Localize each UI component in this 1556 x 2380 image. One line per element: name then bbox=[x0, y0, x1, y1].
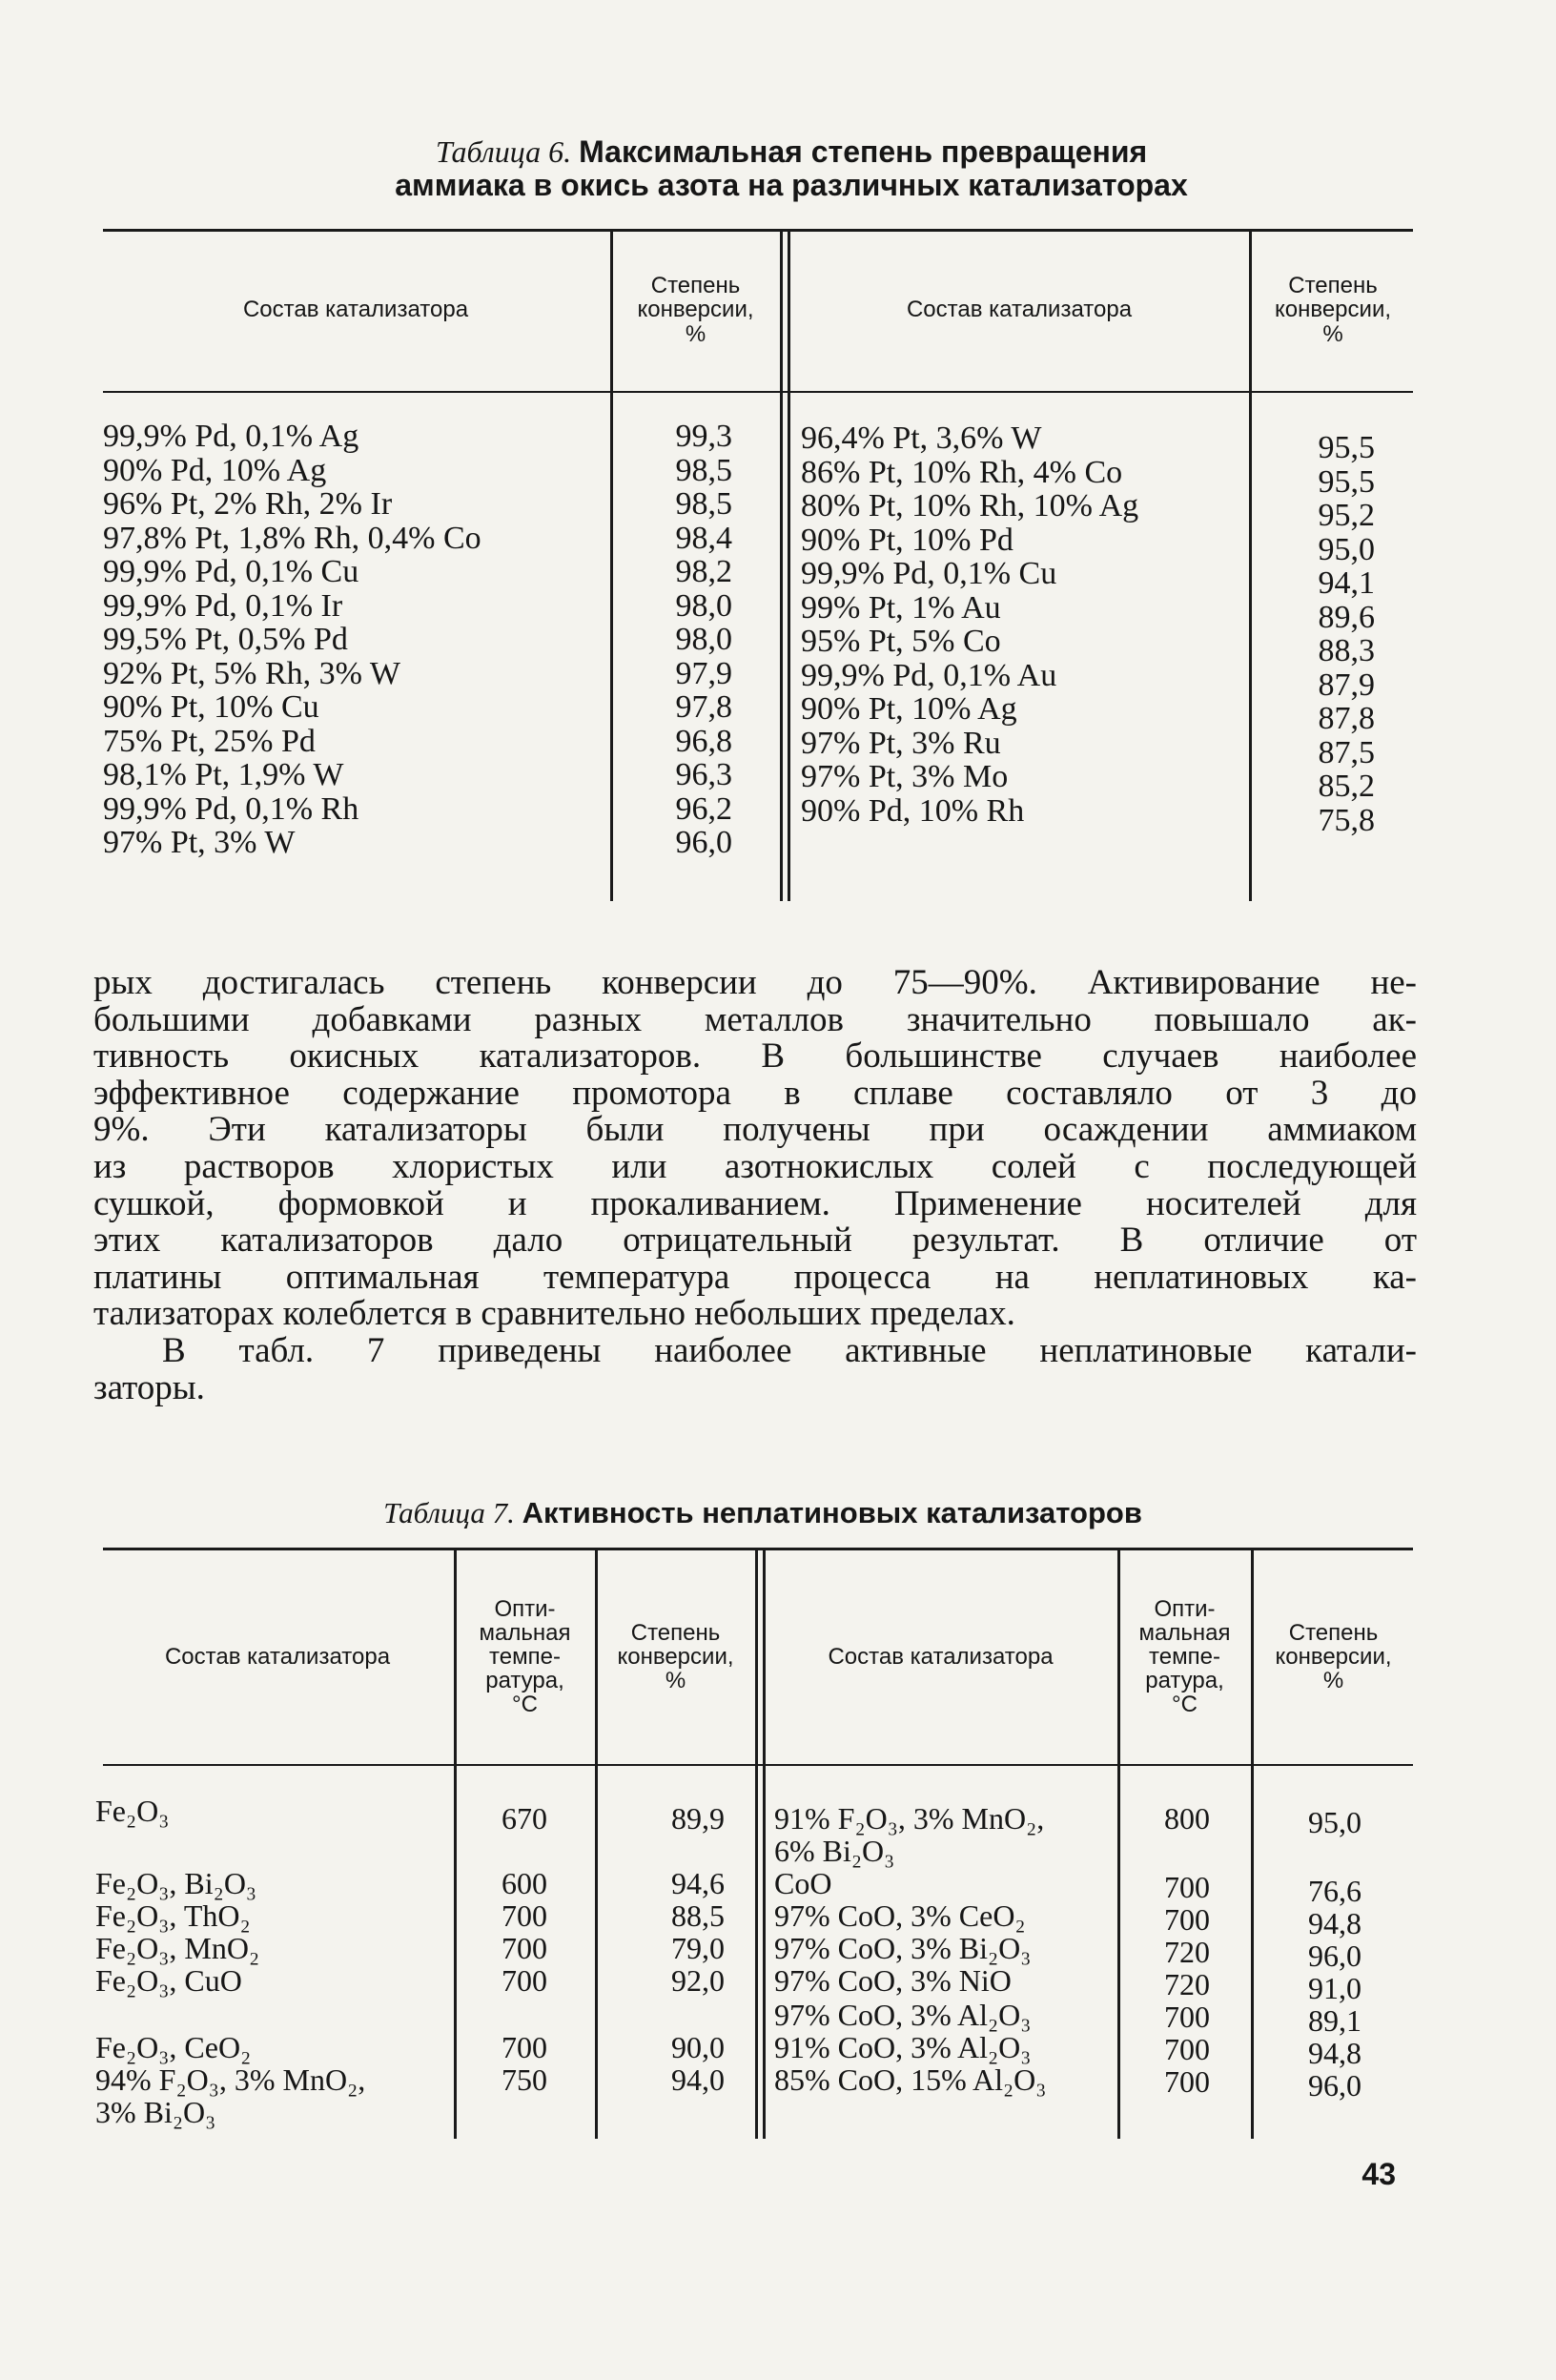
table7-header-composition: Состав катализатора bbox=[828, 1643, 1054, 1670]
table7-caption bbox=[238, 1497, 1287, 1529]
table-cell: 89,6 bbox=[1318, 599, 1375, 635]
table-cell: 94% F₂O₃, 3% MnO₂, bbox=[95, 2062, 366, 2097]
table-cell: 87,9 bbox=[1318, 667, 1375, 703]
table-cell: 96,3 bbox=[675, 757, 732, 792]
table-row: 97% Pt, 3% Ru bbox=[801, 725, 1001, 761]
table6-caption-title-2: аммиака в окись азота на различных катализаторах bbox=[395, 168, 1188, 203]
text-line: сушкой, формовкой и прокаливанием. Применение носителей для bbox=[93, 1183, 1417, 1223]
table6-center-divider-a bbox=[780, 229, 783, 901]
table-cell: 89,9 bbox=[671, 1801, 725, 1836]
table-cell: 700 bbox=[502, 1963, 547, 1998]
table7-header-conversion: Степень конверсии, % bbox=[617, 1619, 734, 1694]
table-row: 75% Pt, 25% Pd bbox=[103, 723, 316, 759]
table-cell: 97% CoO, 3% Al₂O₃ bbox=[774, 1998, 1032, 2032]
table-row: 99,9% Pd, 0,1% Ir bbox=[103, 587, 343, 624]
text-line: платины оптимальная температура процесса на неплатиновых ка- bbox=[93, 1257, 1417, 1297]
table6-header-conversion: Степень конверсии, % bbox=[1274, 273, 1392, 347]
table-cell: 97% CoO, 3% CeO₂ bbox=[774, 1898, 1026, 1933]
text-line: из растворов хлористых или азотнокислых солей с последующей bbox=[93, 1146, 1417, 1186]
table-row: 99% Pt, 1% Au bbox=[801, 589, 1001, 626]
table-cell: 94,8 bbox=[1308, 2036, 1362, 2070]
text-line: В табл. 7 приведены наиболее активные неплатиновые катали- bbox=[162, 1331, 1417, 1370]
text-line: этих катализаторов дало отрицательный результат. В отличие от bbox=[93, 1221, 1417, 1261]
table6-header-rule bbox=[103, 391, 1413, 393]
body-paragraph bbox=[93, 1333, 1417, 1406]
table7-top-rule bbox=[103, 1548, 1413, 1550]
table-row: 90% Pt, 10% Pd bbox=[801, 522, 1013, 558]
table-cell: 95,5 bbox=[1318, 430, 1375, 465]
table-cell: 3% Bi₂O₃ bbox=[95, 2095, 216, 2129]
text-line: тивность окисных катализаторов. В большинстве случаев наиболее bbox=[93, 1036, 1417, 1077]
text-line: большими добавками разных металлов значительно повышало ак- bbox=[93, 999, 1417, 1039]
table-row: 96,4% Pt, 3,6% W bbox=[801, 421, 1042, 456]
table-cell: 94,6 bbox=[671, 1866, 725, 1900]
table7-center-divider-a bbox=[755, 1548, 758, 2139]
table-row: 99,5% Pt, 0,5% Pd bbox=[103, 622, 348, 657]
table-row: 97% Pt, 3% W bbox=[103, 825, 296, 860]
table7-header-rule bbox=[103, 1764, 1413, 1766]
table-cell: 75,8 bbox=[1318, 802, 1375, 838]
table-cell: Fe₂O₃, MnO₂ bbox=[95, 1931, 260, 1965]
table-cell: 700 bbox=[1164, 1870, 1210, 1904]
table-row: 96% Pt, 2% Rh, 2% Ir bbox=[103, 486, 393, 522]
table-cell: Fe₂O₃, CuO bbox=[95, 1963, 242, 1998]
table-cell: 94,1 bbox=[1318, 565, 1375, 601]
table6-left-conversions bbox=[620, 420, 732, 860]
table-cell: 720 bbox=[1164, 1967, 1210, 2001]
table-cell: 800 bbox=[1164, 1801, 1210, 1836]
table-cell: Fe₂O₃, Bi₂O₃ bbox=[95, 1866, 257, 1900]
table-cell: 91,0 bbox=[1308, 1971, 1362, 2005]
table-cell: 97,9 bbox=[675, 655, 732, 691]
table-row: 97,8% Pt, 1,8% Rh, 0,4% Co bbox=[103, 520, 481, 556]
table-row: 99,9% Pd, 0,1% Cu bbox=[103, 554, 359, 589]
table-cell: 98,5 bbox=[675, 486, 732, 522]
table-row: 86% Pt, 10% Rh, 4% Co bbox=[801, 454, 1123, 490]
table6-caption bbox=[286, 135, 1297, 202]
table-cell: Fe₂O₃, CeO₂ bbox=[95, 2030, 252, 2064]
table-cell: 700 bbox=[502, 1931, 547, 1965]
table-cell: 97% CoO, 3% NiO bbox=[774, 1963, 1012, 1998]
table6-header-composition: Состав катализатора bbox=[906, 297, 1133, 323]
table-cell: 91% CoO, 3% Al₂O₃ bbox=[774, 2030, 1032, 2064]
table-cell: 97,8 bbox=[675, 689, 732, 725]
table6-right-conversions bbox=[1268, 431, 1375, 837]
table7-header-temperature: Опти- мальная темпе- ратура, °С bbox=[479, 1595, 571, 1718]
table7-caption-label: Таблица 7. bbox=[383, 1496, 515, 1529]
table-cell: 98,0 bbox=[675, 587, 732, 624]
table-cell: 96,2 bbox=[675, 790, 732, 827]
table-cell: 90,0 bbox=[671, 2030, 725, 2064]
table-cell: 96,0 bbox=[1308, 1939, 1362, 1973]
table6-header-composition: Состав катализатора bbox=[242, 297, 469, 323]
body-paragraph bbox=[93, 965, 1417, 1333]
table-cell: 97% CoO, 3% Bi₂O₃ bbox=[774, 1931, 1032, 1965]
table-cell: 720 bbox=[1164, 1935, 1210, 1969]
table-cell: 92,0 bbox=[671, 1963, 725, 1998]
table-cell: 95,0 bbox=[1308, 1805, 1362, 1839]
text-line: заторы. bbox=[93, 1367, 205, 1407]
text-line: 9%. Эти катализаторы были получены при осаждении аммиаком bbox=[93, 1110, 1417, 1150]
table6-left-compositions bbox=[103, 420, 608, 860]
table7-caption-title: Активность неплатиновых катализаторов bbox=[522, 1496, 1142, 1529]
table-cell: 96,0 bbox=[675, 825, 732, 860]
table-row: 99,9% Pd, 0,1% Ag bbox=[103, 419, 359, 454]
table-cell: 88,3 bbox=[1318, 633, 1375, 668]
table-cell: 96,0 bbox=[1308, 2068, 1362, 2103]
table-row: 99,9% Pd, 0,1% Cu bbox=[801, 556, 1057, 591]
text-line: эффективное содержание промотора в сплаве составляло от 3 до bbox=[93, 1073, 1417, 1113]
table-cell: 95,2 bbox=[1318, 498, 1375, 533]
table-cell: 85% CoO, 15% Al₂O₃ bbox=[774, 2062, 1047, 2097]
table-cell: 94,0 bbox=[671, 2062, 725, 2097]
table-cell: CoO bbox=[774, 1866, 832, 1900]
table-row: 95% Pt, 5% Co bbox=[801, 624, 1001, 659]
table6-center-divider-b bbox=[788, 229, 790, 901]
table-cell: 670 bbox=[502, 1801, 547, 1836]
table-cell: 85,2 bbox=[1318, 769, 1375, 804]
table-cell: Fe₂O₃, ThO₂ bbox=[95, 1898, 251, 1933]
table-cell: 91% F₂O₃, 3% MnO₂, bbox=[774, 1801, 1045, 1836]
table6-caption-title: Максимальная степень превращения bbox=[579, 134, 1148, 169]
table-cell: 87,5 bbox=[1318, 734, 1375, 770]
table-row: 92% Pt, 5% Rh, 3% W bbox=[103, 655, 400, 691]
table-cell: 600 bbox=[502, 1866, 547, 1900]
table-cell: 98,5 bbox=[675, 452, 732, 488]
table-cell: 98,2 bbox=[675, 554, 732, 589]
table-row: 90% Pt, 10% Ag bbox=[801, 691, 1017, 727]
table-cell: 750 bbox=[502, 2062, 547, 2097]
table-cell: 700 bbox=[1164, 2000, 1210, 2034]
table-row: 90% Pd, 10% Rh bbox=[801, 792, 1025, 829]
table-cell: 87,8 bbox=[1318, 701, 1375, 736]
table-cell: 6% Bi₂O₃ bbox=[774, 1834, 895, 1868]
table-cell: 95,0 bbox=[1318, 531, 1375, 567]
table-cell: 96,8 bbox=[675, 723, 732, 759]
table-cell: 89,1 bbox=[1308, 2003, 1362, 2038]
table-row: 99,9% Pd, 0,1% Rh bbox=[103, 790, 359, 827]
table6-top-rule bbox=[103, 229, 1413, 232]
table-cell: 98,4 bbox=[675, 520, 732, 556]
table-row: 90% Pd, 10% Ag bbox=[103, 452, 327, 488]
text-line: рых достигалась степень конверсии до 75—90%. Активирование не- bbox=[93, 963, 1417, 1002]
table-cell: 94,8 bbox=[1308, 1906, 1362, 1940]
table-row: 99,9% Pd, 0,1% Au bbox=[801, 657, 1057, 693]
table6-right-compositions bbox=[801, 421, 1249, 828]
table-cell: 700 bbox=[502, 2030, 547, 2064]
table-row: 90% Pt, 10% Cu bbox=[103, 689, 319, 725]
page-number: 43 bbox=[1362, 2157, 1396, 2191]
table-cell: 99,3 bbox=[675, 419, 732, 454]
table-cell: 700 bbox=[1164, 2064, 1210, 2099]
table-row: 97% Pt, 3% Mo bbox=[801, 759, 1009, 794]
table-cell: 700 bbox=[1164, 2032, 1210, 2066]
table6-caption-label: Таблица 6. bbox=[435, 134, 572, 169]
table6-header-conversion: Степень конверсии, % bbox=[637, 273, 754, 347]
table-cell: 95,5 bbox=[1318, 463, 1375, 500]
table-cell: 98,0 bbox=[675, 622, 732, 657]
table-cell: Fe₂O₃ bbox=[95, 1794, 170, 1828]
table-cell: 700 bbox=[502, 1898, 547, 1933]
table7-header-conversion: Степень конверсии, % bbox=[1275, 1619, 1392, 1694]
table7-header-composition: Состав катализатора bbox=[164, 1643, 391, 1670]
table-row: 80% Pt, 10% Rh, 10% Ag bbox=[801, 488, 1139, 523]
table7-header-temperature: Опти- мальная темпе- ратура, °С bbox=[1138, 1595, 1231, 1718]
text-line: тализаторах колеблется в сравнительно небольших пределах. bbox=[93, 1294, 1015, 1334]
table-cell: 79,0 bbox=[671, 1931, 725, 1965]
table-row: 98,1% Pt, 1,9% W bbox=[103, 757, 344, 792]
table-cell: 88,5 bbox=[671, 1898, 725, 1933]
table-cell: 700 bbox=[1164, 1902, 1210, 1937]
table-cell: 76,6 bbox=[1308, 1874, 1362, 1908]
